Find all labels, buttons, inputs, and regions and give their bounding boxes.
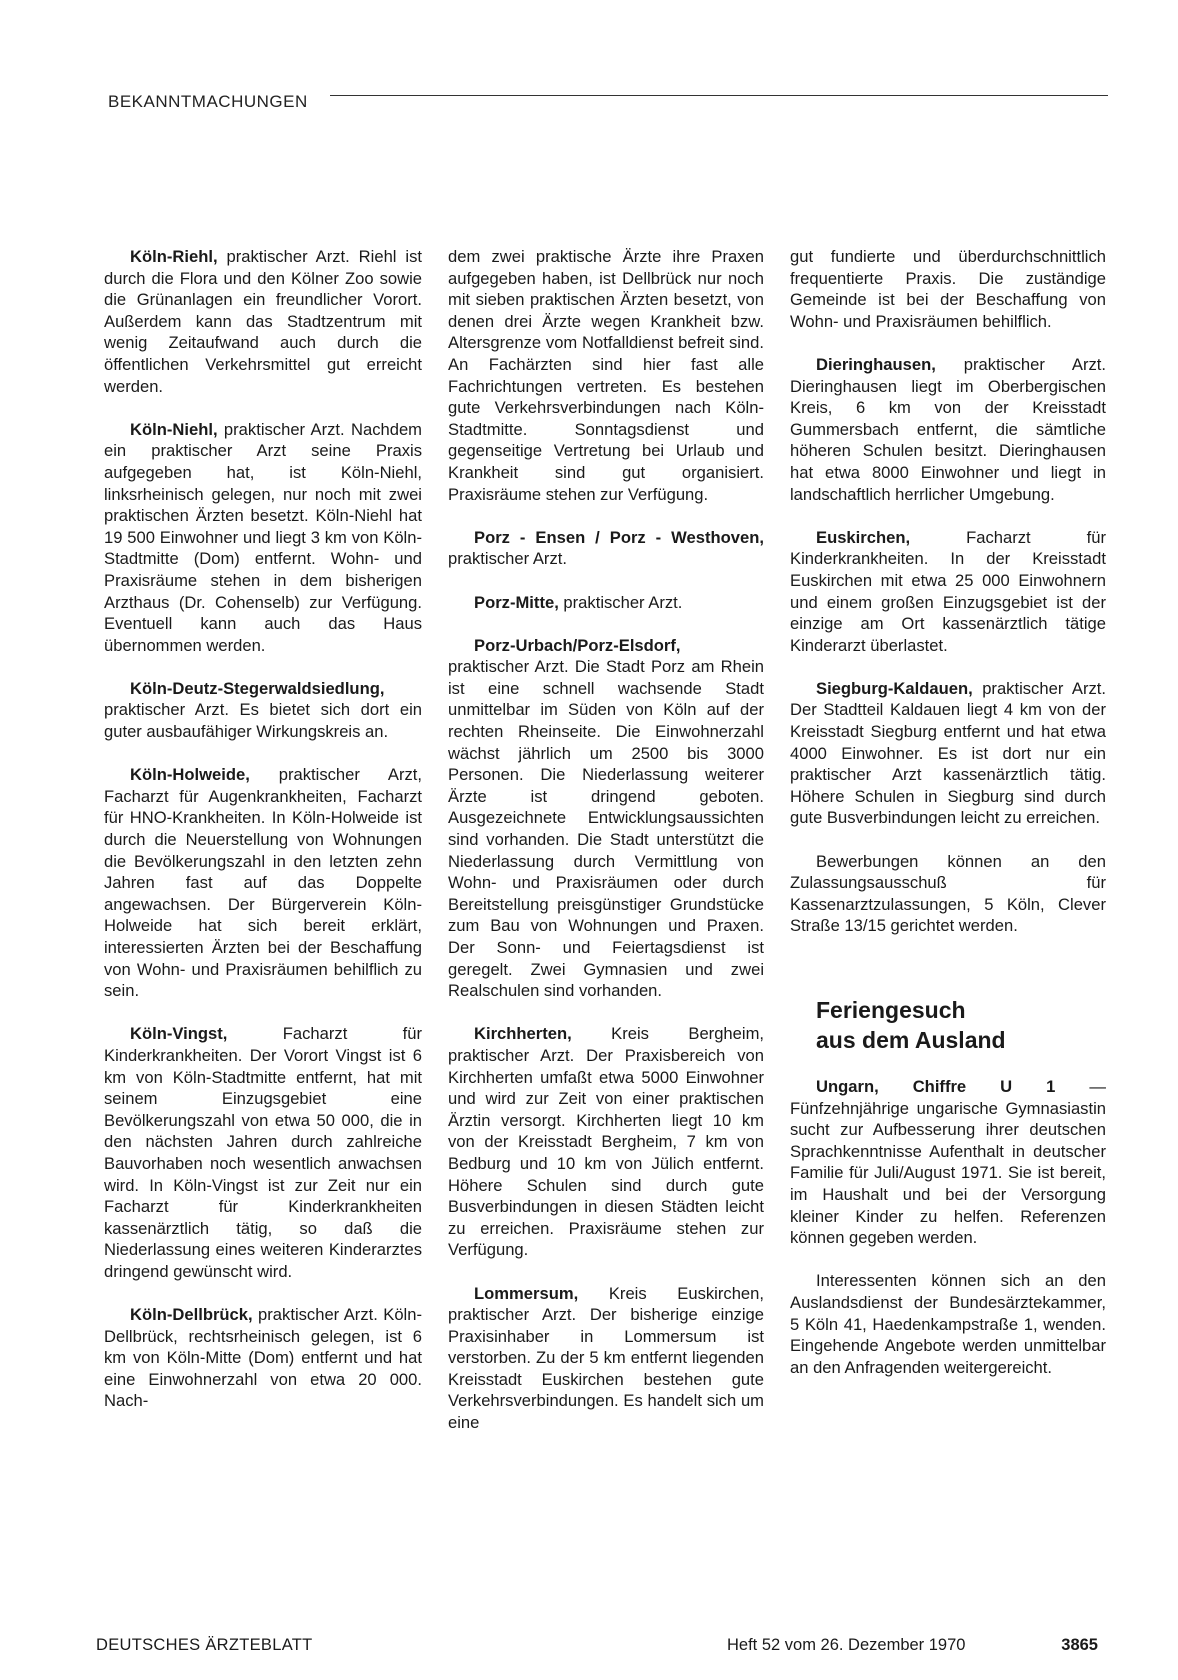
notice-body: praktischer Arzt. [448,549,567,569]
notice-kirchherten [448,1023,764,1261]
notice-heading: Siegburg-Kaldauen, [816,678,973,698]
contact-note [790,1270,1106,1378]
notice-lommersum-continued [790,246,1106,332]
notice-ungarn [790,1076,1106,1249]
notice-porz-mitte [448,592,764,614]
notice-body: dem zwei praktische Ärzte ihre Praxen aufgegeben haben, ist Dellbrück nur noch mit sieben praktischen Ärzten besetzt, von denen drei Ärzte wegen Krankheit bzw. Altersgrenze vom Notfalldienst befreit sind. An Fachärzten sind hier fast alle Fachrichtungen vertreten. Es bestehen gute Verkehrsverbindungen nach Köln-Stadtmitte. Sonntagsdienst und gegenseitige Vertretung bei Urlaub und Krankheit sind gut organisiert. Praxisräume stehen zur Verfügung. [448,247,764,504]
notice-koeln-riehl [104,246,422,397]
notice-heading: Porz - Ensen / Porz - Westhoven, [474,527,764,547]
notice-euskirchen [790,527,1106,657]
notice-body: Interessenten können sich an den Auslandsdienst der Bundesärztekammer, 5 Köln 41, Haedenkampstraße 1, wenden. Eingehende Angebote werden unmittelbar an den Anfragenden weitergereicht. [790,1271,1106,1377]
section-title [816,995,1106,1055]
notice-heading: Ungarn, Chiffre U 1 [816,1077,1056,1096]
notice-siegburg-kaldauen [790,678,1106,829]
notice-dieringhausen [790,354,1106,505]
notice-body: Bewerbungen können an den Zulassungsausschuß für Kassenarztzulassungen, 5 Köln, Clever Straße 13/15 gerichtet werden. [790,851,1106,936]
page-header [108,92,1108,116]
notice-body: praktischer Arzt. Riehl ist durch die Flora und den Kölner Zoo sowie die Grünanlagen ein freundlicher Vorort. Außerdem kann das Stadtzentrum mit wenig Zeitaufwand auch durch die öffentlichen Verkehrsmittel gut erreicht werden. [104,247,422,396]
notice-body: Kreis Euskirchen, praktischer Arzt. Der bisherige einzige Praxisinhaber in Lommersum ist verstorben. Zu der 5 km entfernt liegenden Kreisstadt Euskirchen bestehen gute Verkehrsverbindungen. Es handelt sich um eine [448,1283,764,1433]
notice-body: Facharzt für Kinderkrankheiten. Der Vorort Vingst ist 6 km von Köln-Stadtmitte entfernt, hat mit seinem Einzugsgebiet eine Bevölkerungszahl von etwa 50 000, die in den nächsten Jahren durch zahlreiche Bauvorhaben noch wesentlich anwachsen wird. In Köln-Vingst ist zur Zeit nur ein Facharzt für Kinderkrankheiten kassenärztlich tätig, so daß die Niederlassung eines weiteren Kinderarztes dringend gewünscht wird. [104,1024,422,1281]
notice-heading: Lommersum, [474,1283,579,1303]
notice-koeln-deutz [104,678,422,743]
notice-body: praktischer Arzt. Der Stadtteil Kaldauen liegt 4 km von der Kreisstadt Siegburg entfernt und hat etwa 4000 Einwohner. Es ist dort nur ein praktischer Arzt kassenärztlich tätig. Höhere Schulen in Siegburg sind durch gute Busverbindungen leicht zu erreichen. [790,678,1106,828]
notice-body: praktischer Arzt, Facharzt für Augenkrankheiten, Facharzt für HNO-Krankheiten. In Köln-Holweide ist durch die Neuerstellung von Wohnungen die Bevölkerungszahl in den letzten zehn Jahren fast auf das Doppelte angewachsen. Der Bürgerverein Köln-Holweide hat sich bereit erklärt, interessierten Ärzten bei der Beschaffung von Wohn- und Praxisräumen behilflich zu sein. [104,765,422,1001]
notice-heading: Porz-Mitte, [474,592,559,612]
section-title-line: aus dem Ausland [816,1027,1006,1053]
section-label: BEKANNTMACHUNGEN [108,92,308,111]
notice-heading: Porz-Urbach/Porz-Elsdorf, [474,635,681,655]
notice-heading: Köln-Holweide, [130,765,250,785]
notice-koeln-vingst [104,1023,422,1282]
column-2 [448,246,764,1434]
notice-body: Facharzt für Kinderkrankheiten. In der Kreisstadt Euskirchen mit etwa 25 000 Einwohnern und einem großen Einzugsgebiet ist der einzige am Ort kassenärztlich tätige Kinderarzt überlastet. [790,527,1106,655]
notice-body: praktischer Arzt. [558,592,683,612]
column-3 [790,246,1106,1378]
notice-dellbrueck-continued [448,246,764,505]
column-1 [104,246,422,1412]
notice-koeln-niehl [104,419,422,657]
notice-heading: Dieringhausen, [816,354,936,374]
notice-heading: Euskirchen, [816,527,911,547]
notice-heading: Köln-Niehl, [130,419,218,439]
notice-heading: Köln-Deutz-Stegerwaldsiedlung, [130,678,385,698]
notice-body: praktischer Arzt. Nachdem ein praktischer Arzt seine Praxis aufgegeben hat, ist Köln-Niehl, linksrheinisch gelegen, nur noch mit zwei praktischen Ärzten besetzt. Köln-Niehl hat 19 500 Einwohner und liegt 3 km von Köln-Stadtmitte (Dom) entfernt. Wohn- und Praxisräume stehen in dem bisherigen Arzthaus (Dr. Cohenselb) zur Verfügung. Eventuell kann auch das Haus übernommen werden. [104,419,422,655]
issue-info: Heft 52 vom 26. Dezember 1970 [727,1636,966,1654]
notice-porz-ensen [448,527,764,570]
notice-koeln-holweide [104,764,422,1002]
notice-body: Kreis Bergheim, praktischer Arzt. Der Praxisbereich von Kirchherten umfaßt etwa 5000 Einwohner und wird zur Zeit von einer praktischen Ärztin versorgt. Kirchherten liegt 10 km von der Kreisstadt Bergheim, 7 km von Bedburg und 10 km von Jülich entfernt. Höhere Schulen sind durch gute Busverbindungen in diesen Städten leicht zu erreichen. Praxisräume stehen zur Verfügung. [448,1024,764,1260]
application-note [790,851,1106,937]
notice-body: praktischer Arzt. Die Stadt Porz am Rhein ist eine schnell wachsende Stadt unmittelbar im Süden von Köln auf der rechten Rheinseite. Die Einwohnerzahl wächst jährlich um 2500 bis 3000 Personen. Die Niederlassung weiterer Ärzte ist dringend geboten. Ausgezeichnete Entwicklungsaussichten sind vorhanden. Die Stadt unterstützt die Niederlassung durch Vermittlung von Wohn- und Praxisräumen oder durch Bereitstellung preisgünstiger Grundstücke zum Bau von Wohnungen und Praxen. Der Sonn- und Feiertagsdienst ist geregelt. Zwei Gymnasien und zwei Realschulen sind vorhanden. [448,657,764,1001]
notice-body: praktischer Arzt. Köln-Dellbrück, rechtsrheinisch gelegen, ist 6 km von Köln-Mitte (Dom) entfernt und hat eine Einwohnerzahl von etwa 20 000. Nach- [104,1305,422,1411]
notice-porz-urbach [448,635,764,1002]
page-number: 3865 [1061,1636,1098,1654]
notice-heading: Kirchherten, [474,1024,572,1044]
journal-name: DEUTSCHES ÄRZTEBLATT [96,1636,313,1654]
page-footer [96,1636,1106,1660]
header-rule [330,95,1108,96]
notice-lommersum [448,1283,764,1434]
notice-heading: Köln-Dellbrück, [130,1305,253,1325]
section-title-line: Feriengesuch [816,997,966,1023]
notice-body: gut fundierte und überdurchschnittlich frequentierte Praxis. Die zuständige Gemeinde ist bei der Beschaffung von Wohn- und Praxisräumen behilflich. [790,247,1106,331]
notice-body: praktischer Arzt. Es bietet sich dort ein guter ausbaufähiger Wirkungskreis an. [104,700,422,742]
notice-heading: Köln-Riehl, [130,247,218,266]
notice-heading: Köln-Vingst, [130,1024,228,1044]
notice-koeln-dellbrueck [104,1304,422,1412]
notice-body: praktischer Arzt. Dieringhausen liegt im Oberbergischen Kreis, 6 km von der Kreisstadt Gummersbach entfernt, die sämtliche höheren Schulen besitzt. Dieringhausen hat etwa 8000 Einwohner und liegt in landschaftlich herrlicher Umgebung. [790,354,1106,504]
notice-body: — Fünfzehnjährige ungarische Gymnasiastin sucht zur Aufbesserung ihrer deutschen Sprachkenntnisse Aufenthalt in deutscher Familie für Juli/August 1971. Sie ist bereit, im Haushalt und bei der Versorgung kleiner Kinder zu helfen. Referenzen können gegeben werden. [790,1077,1106,1248]
